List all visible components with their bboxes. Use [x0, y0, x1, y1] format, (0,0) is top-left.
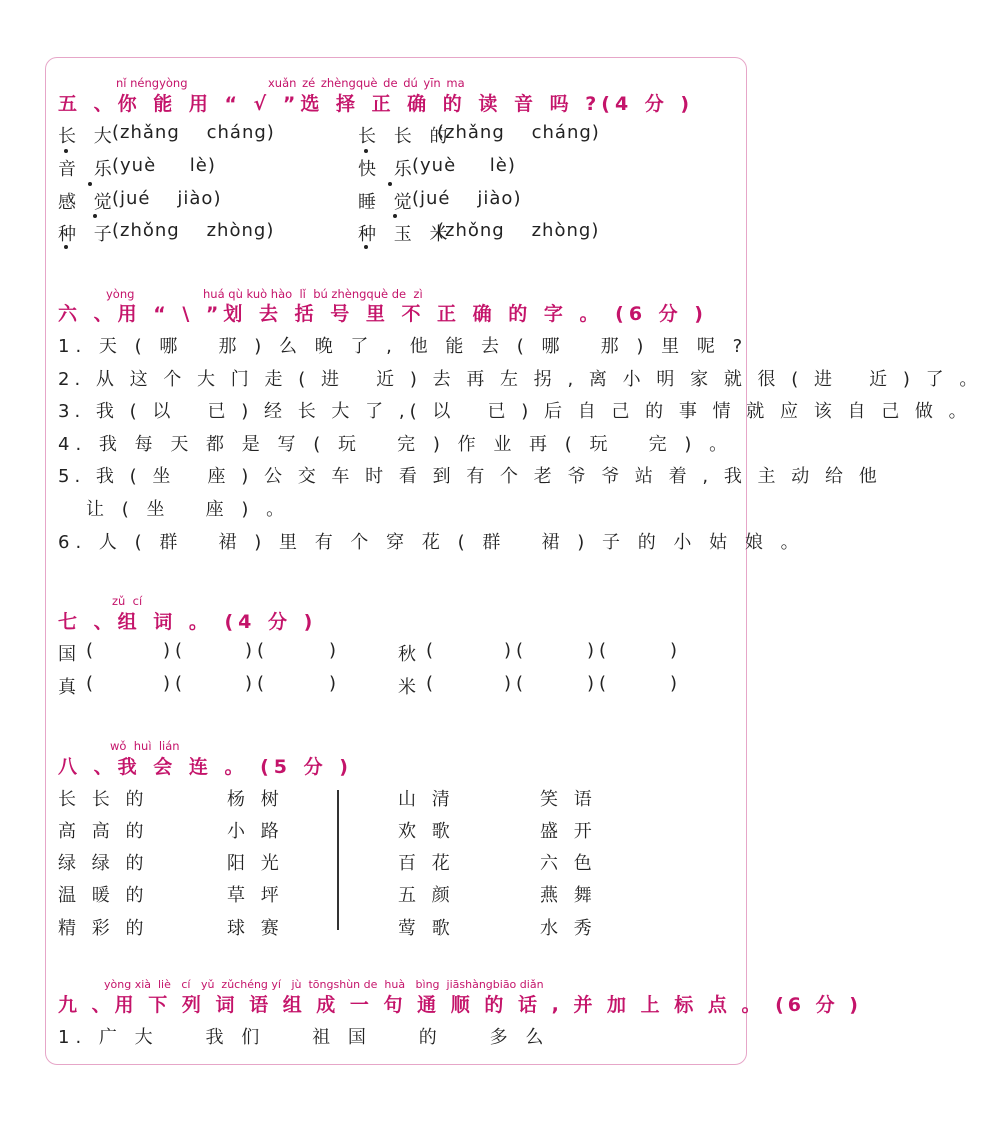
s8-col3-item: 莺 歌 [398, 918, 455, 939]
s8-col2-item: 阳 光 [227, 853, 284, 874]
s9-line-1: 1. 广 大 我 们 祖 国 的 多 么 [58, 1027, 550, 1048]
s6-line-3: 3. 我 ( 以 已 ) 经 长 大 了 ,( 以 已 ) 后 自 己 的 事 情 就 应 该 自 己 做 。 [58, 401, 972, 422]
s7-paren-mid: )( [504, 640, 529, 661]
s5-row-4r-char: 种 玉 米 [358, 224, 454, 245]
s5-row-1-char: 长 大 [58, 126, 118, 147]
s7-char-4: 米 [398, 677, 421, 698]
divider-line [337, 790, 339, 930]
s6-line-5-cont: 让 ( 坐 座 ) 。 [86, 499, 291, 520]
s8-col2-item: 杨 树 [227, 789, 284, 810]
s5-row-3-char: 感 觉 [58, 192, 118, 213]
s5-row-2r-char: 快 乐 [358, 159, 418, 180]
s7-paren-open: ( [86, 640, 99, 661]
s7-paren-mid: )( [163, 673, 188, 694]
s6-line-1: 1. 天 ( 哪 那 ) 么 晚 了 , 他 能 去 ( 哪 那 ) 里 呢 ? [58, 336, 749, 357]
s8-col3-item: 欢 歌 [398, 821, 455, 842]
s6-title: 六 、用 “ \ ”划 去 括 号 里 不 正 确 的 字 。 (6 分 ) [58, 303, 708, 325]
s5-row-1r-pinyin: (zhǎng cháng) [437, 122, 600, 143]
s5-row-2-pinyin: (yuè lè) [112, 155, 216, 176]
s8-col3-item: 山 清 [398, 789, 455, 810]
s5-pinyin-2: xuǎn zé zhèngquè de dú yīn ma [268, 76, 465, 90]
s7-paren-open: ( [86, 673, 99, 694]
s8-col3-item: 五 颜 [398, 885, 455, 906]
s8-col2-item: 球 赛 [227, 918, 284, 939]
s5-row-1-pinyin: (zhǎng cháng) [112, 122, 275, 143]
s7-paren-open: ( [426, 673, 439, 694]
s8-col2-item: 草 坪 [227, 885, 284, 906]
s8-title: 八 、我 会 连 。 (5 分 ) [58, 756, 353, 778]
s9-pinyin: yòng xià liè cí yǔ zǔchéng yí jù tōngshùn de huà bìng jiāshàngbiāo diǎn [104, 978, 544, 991]
s7-paren-mid: )( [245, 673, 270, 694]
s8-col4-item: 六 色 [540, 853, 597, 874]
s8-col1-item: 绿 绿 的 [58, 853, 149, 874]
s8-col3-item: 百 花 [398, 853, 455, 874]
s5-row-3r-char: 睡 觉 [358, 192, 418, 213]
s5-row-3r-pinyin: (jué jiào) [412, 188, 522, 209]
s6-line-2: 2. 从 这 个 大 门 走 ( 进 近 ) 去 再 左 拐 , 离 小 明 家 就 很 ( 进 近 ) 了 。 [58, 369, 982, 390]
s5-row-2r-pinyin: (yuè lè) [412, 155, 516, 176]
s8-col4-item: 水 秀 [540, 918, 597, 939]
s8-col1-item: 温 暖 的 [58, 885, 149, 906]
s6-line-5: 5. 我 ( 坐 座 ) 公 交 车 时 看 到 有 个 老 爷 爷 站 着 , 我 主 动 给 他 [58, 466, 882, 487]
s7-paren-mid: )( [245, 640, 270, 661]
s8-col1-item: 高 高 的 [58, 821, 149, 842]
s5-pinyin-1: nǐ néngyòng [116, 76, 188, 90]
s7-paren-mid: )( [504, 673, 529, 694]
s9-title: 九 、用 下 列 词 语 组 成 一 句 通 顺 的 话 , 并 加 上 标 点 。 (6 分 ) [58, 994, 862, 1016]
s7-paren-open: ( [426, 640, 439, 661]
emphasis-dot [64, 149, 68, 153]
s7-paren-close: ) [670, 673, 683, 694]
emphasis-dot [393, 214, 397, 218]
emphasis-dot [88, 182, 92, 186]
s5-row-2-char: 音 乐 [58, 159, 118, 180]
s5-row-4-pinyin: (zhǒng zhòng) [112, 220, 275, 241]
s7-paren-mid: )( [163, 640, 188, 661]
s7-paren-close: ) [670, 640, 683, 661]
s5-row-1r-char: 长 长 的 [358, 126, 454, 147]
emphasis-dot [364, 149, 368, 153]
s8-col1-item: 长 长 的 [58, 789, 149, 810]
s8-col4-item: 燕 舞 [540, 885, 597, 906]
s6-line-6: 6. 人 ( 群 裙 ) 里 有 个 穿 花 ( 群 裙 ) 子 的 小 姑 娘 。 [58, 532, 805, 553]
emphasis-dot [364, 245, 368, 249]
s7-char-2: 秋 [398, 644, 421, 665]
s5-row-3-pinyin: (jué jiào) [112, 188, 222, 209]
s7-paren-mid: )( [587, 673, 612, 694]
emphasis-dot [93, 214, 97, 218]
s6-pinyin-2: huá qù kuò hào lǐ bú zhèngquè de zì [203, 287, 423, 301]
s7-pinyin: zǔ cí [112, 594, 143, 608]
s5-title: 五 、你 能 用 “ √ ”选 择 正 确 的 读 音 吗 ?(4 分 ) [58, 93, 695, 115]
s6-line-4: 4. 我 每 天 都 是 写 ( 玩 完 ) 作 业 再 ( 玩 完 ) 。 [58, 434, 734, 455]
s8-col4-item: 盛 开 [540, 821, 597, 842]
s5-row-4r-pinyin: (zhǒng zhòng) [437, 220, 600, 241]
s8-col4-item: 笑 语 [540, 789, 597, 810]
s5-row-4-char: 种 子 [58, 224, 118, 245]
s7-paren-close: ) [329, 673, 342, 694]
s7-title: 七 、组 词 。 (4 分 ) [58, 611, 318, 633]
emphasis-dot [64, 245, 68, 249]
s7-char-1: 国 [58, 644, 81, 665]
s8-col1-item: 精 彩 的 [58, 918, 149, 939]
s6-pinyin-1: yòng [106, 287, 135, 301]
s7-char-3: 真 [58, 677, 81, 698]
s7-paren-mid: )( [587, 640, 612, 661]
s8-pinyin: wǒ huì lián [110, 739, 180, 753]
s7-paren-close: ) [329, 640, 342, 661]
emphasis-dot [388, 182, 392, 186]
s8-col2-item: 小 路 [227, 821, 284, 842]
